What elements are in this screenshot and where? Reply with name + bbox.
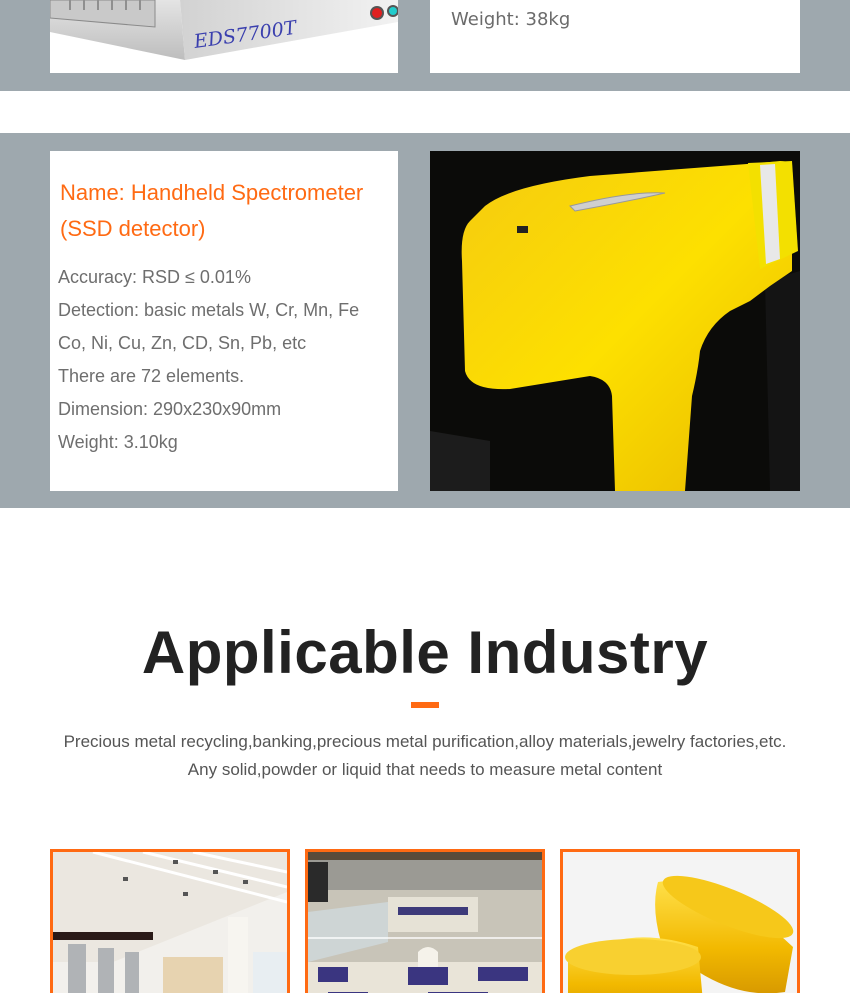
spec-card-desktop: [430, 0, 800, 73]
industry-tile-jewelry-store: [305, 849, 545, 993]
handheld-spectrometer-image: [430, 151, 800, 491]
product-band-top: [0, 0, 850, 91]
title-accent-bar: [411, 702, 439, 708]
section-description: [0, 728, 850, 784]
svg-text:EDS7700T: EDS7700T: [192, 16, 298, 53]
desktop-spectrometer-image: [50, 0, 398, 73]
spec-card-handheld: [50, 151, 398, 491]
industry-tile-gold-bangles: [560, 849, 800, 993]
spec-item: Accuracy: RSD ≤ 0.01%: [58, 267, 251, 287]
description-line-2: Any solid,powder or liquid that needs to measure metal content: [187, 760, 663, 779]
section-title: Applicable Industry: [141, 619, 709, 686]
description-line-1: Precious metal recycling,banking,precious metal purification,alloy materials,jewelry factories,etc.: [63, 732, 787, 751]
spec-item: Detection: basic metals W, Cr, Mn, Fe: [58, 300, 360, 320]
spec-item: Co, Ni, Cu, Zn, CD, Sn, Pb, etc: [58, 333, 307, 353]
spec-item: There are 72 elements.: [58, 366, 245, 386]
product-band-handheld: [0, 133, 850, 508]
spec-item: Weight: 3.10kg: [58, 432, 178, 452]
weight-text: Weight: 38kg: [451, 9, 571, 30]
spec-list: [58, 261, 394, 459]
product-name: Name: Handheld Spectrometer (SSD detector): [60, 180, 364, 241]
industry-tile-bank: [50, 849, 290, 993]
spec-item: Dimension: 290x230x90mm: [58, 399, 282, 419]
